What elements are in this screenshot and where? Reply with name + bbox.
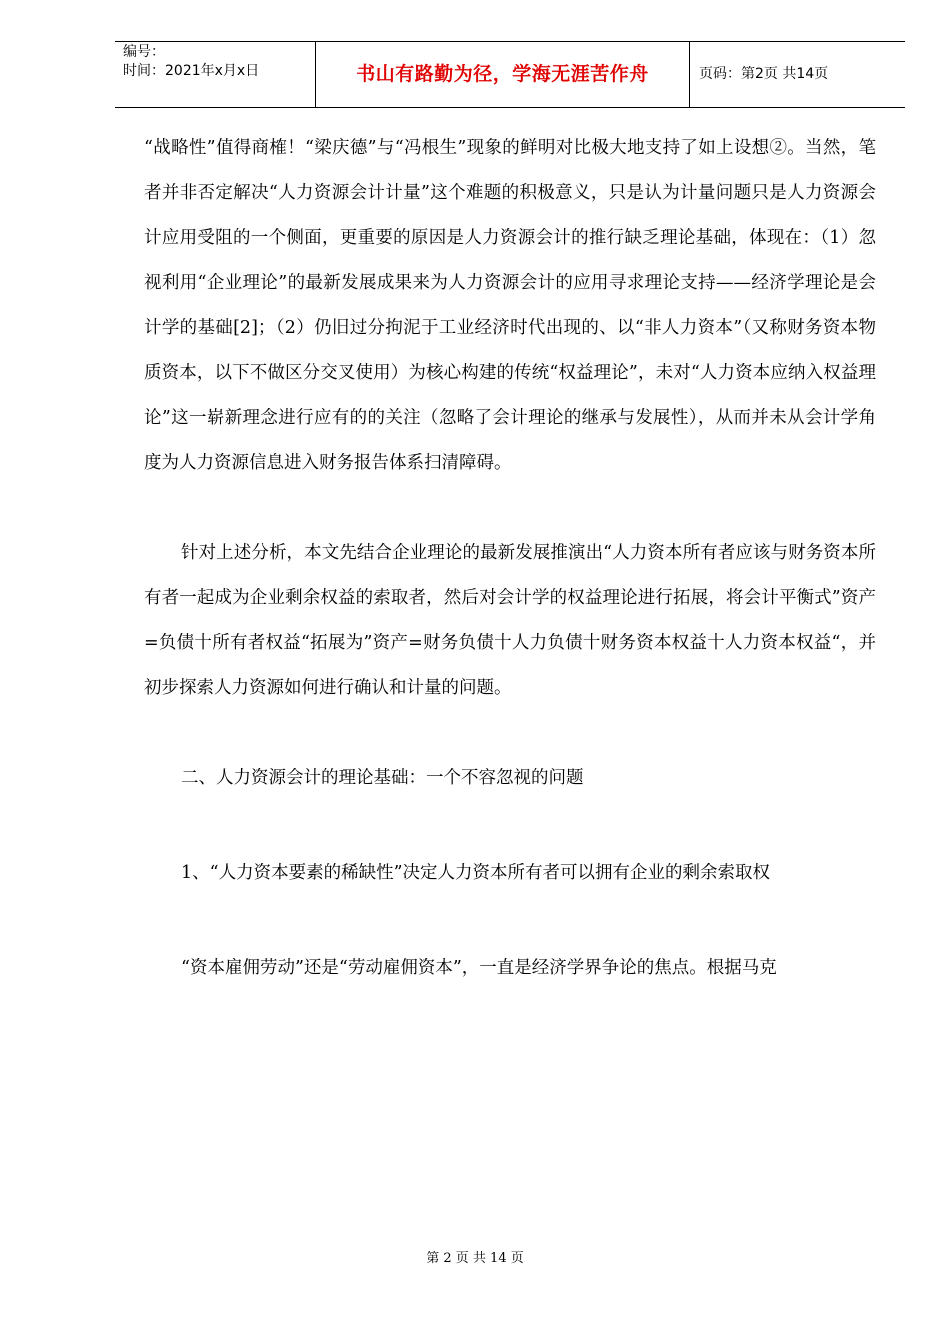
paragraph-spacer (144, 801, 876, 851)
page-header (115, 41, 905, 108)
paragraph-3: “资本雇佣劳动”还是“劳动雇佣资本”，一直是经济学界争论的焦点。根据马克 (181, 958, 777, 978)
section-heading-2: 二、人力资源会计的理论基础：一个不容忽视的问题 (181, 768, 584, 788)
document-body (144, 126, 876, 991)
page-footer: 第 2 页 共 14 页 (426, 1251, 524, 1266)
header-meta (115, 42, 316, 107)
paragraph-2: 针对上述分析，本文先结合企业理论的最新发展推演出“人力资本所有者应该与财务资本所有者一起成为企业剩余权益的索取者，然后对会计学的权益理论进行拓展，将会计平衡式”资产=负债十所有者权益“拓展为”资产=财务负债十人力负债十财务资本权益十人力资本权益“，并初步探索人力资源如何进行确认和计量的问题。 (144, 543, 876, 698)
header-motto: 书山有路勤为径，学海无涯苦作舟 (316, 42, 690, 107)
paragraph-spacer (144, 486, 876, 531)
paragraph-spacer (144, 896, 876, 946)
paragraph-spacer (144, 711, 876, 756)
serial-label: 编号： (123, 44, 165, 60)
header-page-number: 页码：第2页 共14页 (699, 66, 829, 82)
time-label: 时间：2021年x月x日 (123, 63, 260, 79)
subsection-heading-2-1: 1、“人力资本要素的稀缺性”决定人力资本所有者可以拥有企业的剩余索取权 (181, 863, 771, 883)
paragraph-1: “战略性”值得商榷！“梁庆德”与“冯根生”现象的鲜明对比极大地支持了如上设想②。当然，笔者并非否定解决“人力资源会计计量”这个难题的积极意义，只是认为计量问题只是人力资源会计应用受阻的一个侧面，更重要的原因是人力资源会计的推行缺乏理论基础，体现在：（1）忽视利用“企业理论”的最新发展成果来为人力资源会计的应用寻求理论支持——经济学理论是会计学的基础[2]；（2）仍旧过分拘泥于工业经济时代出现的、以“非人力资本”（又称财务资本物质资本，以下不做区分交叉使用）为核心构建的传统“权益理论”，未对“人力资本应纳入权益理论”这一崭新理念进行应有的的关注（忽略了会计理论的继承与发展性），从而并未从会计学角度为人力资源信息进入财务报告体系扫清障碍。 (144, 138, 876, 473)
